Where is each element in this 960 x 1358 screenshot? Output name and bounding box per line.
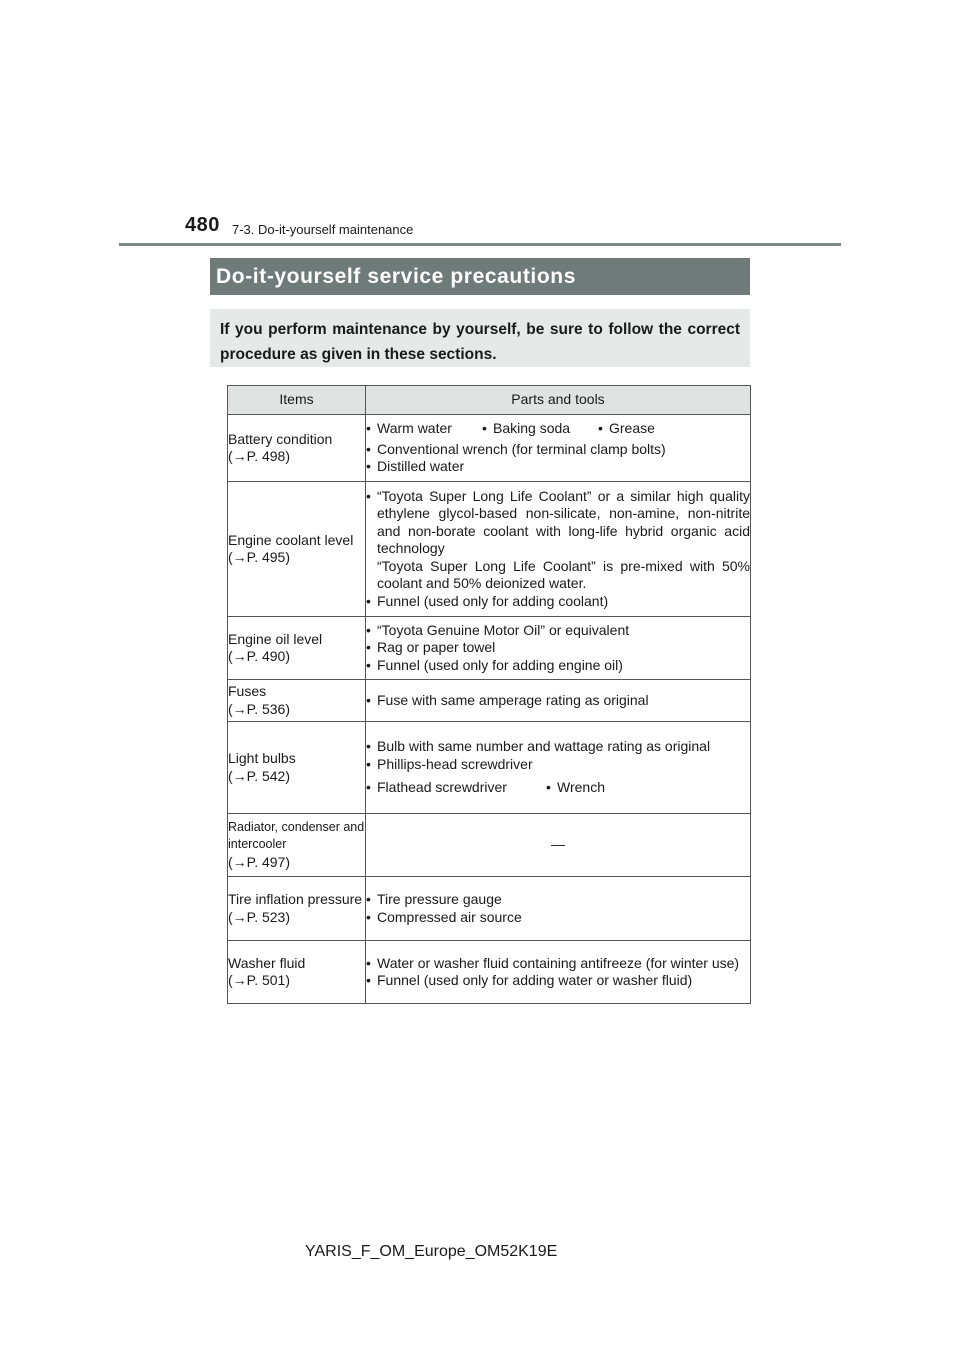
bullet: • (366, 954, 371, 971)
bullet-item (366, 891, 750, 909)
parts-cell (366, 617, 751, 680)
item-name: Radiator, condenser and intercooler (228, 819, 365, 852)
inline-bullet-row (366, 420, 750, 438)
item-cell (228, 680, 366, 722)
page-reference: (→P. 523) (228, 908, 290, 925)
item-name: Light bulbs (228, 750, 296, 766)
item-name: Washer fluid (228, 954, 306, 971)
item-cell (228, 617, 366, 680)
document-code: YARIS_F_OM_Europe_OM52K19E (305, 1243, 558, 1260)
part-text: Grease (609, 420, 655, 437)
bullet-item (366, 657, 750, 675)
table-row (228, 722, 751, 814)
part-text: Warm water (377, 420, 452, 437)
page-reference: (→P. 501) (228, 972, 290, 988)
part-text: Tire pressure gauge (377, 891, 502, 907)
bullet-item (366, 972, 750, 990)
bullet: • (366, 487, 371, 504)
bullet-item (366, 622, 750, 640)
parts-cell (366, 482, 751, 617)
item-cell (228, 482, 366, 617)
part-text: Phillips-head screwdriver (377, 755, 533, 772)
item-name: Tire inflation pressure (228, 891, 363, 907)
table-row (228, 814, 751, 877)
bullet: • (366, 440, 371, 457)
part-text: “Toyota Genuine Motor Oil” or equivalent (377, 621, 630, 638)
page-title: Do-it-yourself service precautions (216, 264, 576, 288)
item-cell (228, 814, 366, 877)
bullet: • (366, 755, 371, 772)
bullet: • (366, 420, 371, 437)
bullet: • (366, 738, 371, 755)
item-cell (228, 415, 366, 482)
part-text: Bulb with same number and wattage rating as original (377, 738, 711, 755)
bullet: • (598, 420, 603, 437)
page-reference: (→P. 497) (228, 853, 290, 870)
title-banner (210, 258, 750, 295)
bullet-note (366, 558, 750, 593)
page-reference: (→P. 542) (228, 767, 290, 784)
item-cell (228, 941, 366, 1004)
item-cell (228, 722, 366, 814)
part-text: Conventional wrench (for terminal clamp bolts) (377, 440, 666, 457)
bullet: • (482, 420, 487, 437)
part-text: Compressed air source (377, 908, 522, 925)
bullet: • (366, 656, 371, 673)
item-name: Engine oil level (228, 630, 323, 647)
bullet-item (366, 738, 750, 756)
parts-cell (366, 680, 751, 722)
part-text: Water or washer fluid containing antifreeze (for winter use) (377, 954, 740, 971)
part-text: Rag or paper towel (377, 639, 496, 656)
table-row (228, 415, 751, 482)
part-text: Funnel (used only for adding coolant) (377, 592, 609, 609)
bullet: • (366, 458, 371, 475)
bullet-item (366, 955, 750, 973)
bullet-item (366, 488, 750, 558)
bullet-item (366, 909, 750, 927)
note-text: “Toyota Super Long Life Coolant” is pre-mixed with 50% coolant and 50% deionized water. (377, 557, 750, 592)
item-cell (228, 877, 366, 941)
table-row (228, 877, 751, 941)
part-text: Baking soda (493, 420, 571, 437)
item-name: Fuses (228, 683, 267, 699)
bullet-item (366, 692, 750, 710)
column-header-parts: Parts and tools (366, 386, 751, 415)
column-header-items: Items (228, 386, 366, 415)
bullet: • (366, 891, 371, 907)
part-text: Funnel (used only for adding engine oil) (377, 656, 623, 673)
part-text: Fuse with same amperage rating as original (377, 691, 649, 708)
bullet-item (366, 639, 750, 657)
bullet: • (366, 621, 371, 638)
inline-bullet-row (366, 779, 750, 797)
item-name: Engine coolant level (228, 531, 354, 548)
bullet-item (366, 593, 750, 611)
bullet: • (366, 779, 371, 796)
parts-cell (366, 722, 751, 814)
page-reference: (→P. 498) (228, 448, 290, 464)
page-reference: (→P. 495) (228, 549, 290, 565)
table-row (228, 941, 751, 1004)
no-parts-dash: — (551, 836, 565, 853)
parts-and-tools-table (227, 385, 751, 1004)
section-reference: 7-3. Do-it-yourself maintenance (232, 222, 414, 237)
table-header-row (228, 386, 751, 415)
parts-cell (366, 814, 751, 877)
part-text: Funnel (used only for adding water or washer fluid) (377, 972, 693, 988)
parts-cell (366, 877, 751, 941)
bullet: • (366, 592, 371, 609)
bullet: • (366, 972, 371, 988)
intro-box: If you perform maintenance by yourself, be sure to follow the correct procedure as given in these sections. (210, 309, 750, 367)
bullet: • (366, 639, 371, 656)
bullet: • (366, 908, 371, 925)
item-name: Battery condition (228, 430, 333, 447)
bullet: • (366, 691, 371, 708)
header-rule (119, 243, 841, 246)
part-text: “Toyota Super Long Life Coolant” or a similar high quality ethylene glycol-based non-silicate, non-amine, non-nitrite and non-borate coolant with long-life hybrid organic acid technology (377, 487, 750, 557)
page-reference: (→P. 536) (228, 700, 290, 717)
table-row (228, 617, 751, 680)
page-reference: (→P. 490) (228, 648, 290, 664)
bullet: • (546, 779, 551, 796)
table-row (228, 482, 751, 617)
parts-cell (366, 415, 751, 482)
parts-cell (366, 941, 751, 1004)
part-text: Flathead screwdriver (377, 779, 507, 796)
bullet-item (366, 756, 750, 774)
part-text: Wrench (557, 779, 605, 796)
page-number: 480 (185, 214, 220, 236)
bullet-item (366, 458, 750, 476)
part-text: Distilled water (377, 458, 465, 475)
bullet-item (366, 441, 750, 459)
table-row (228, 680, 751, 722)
